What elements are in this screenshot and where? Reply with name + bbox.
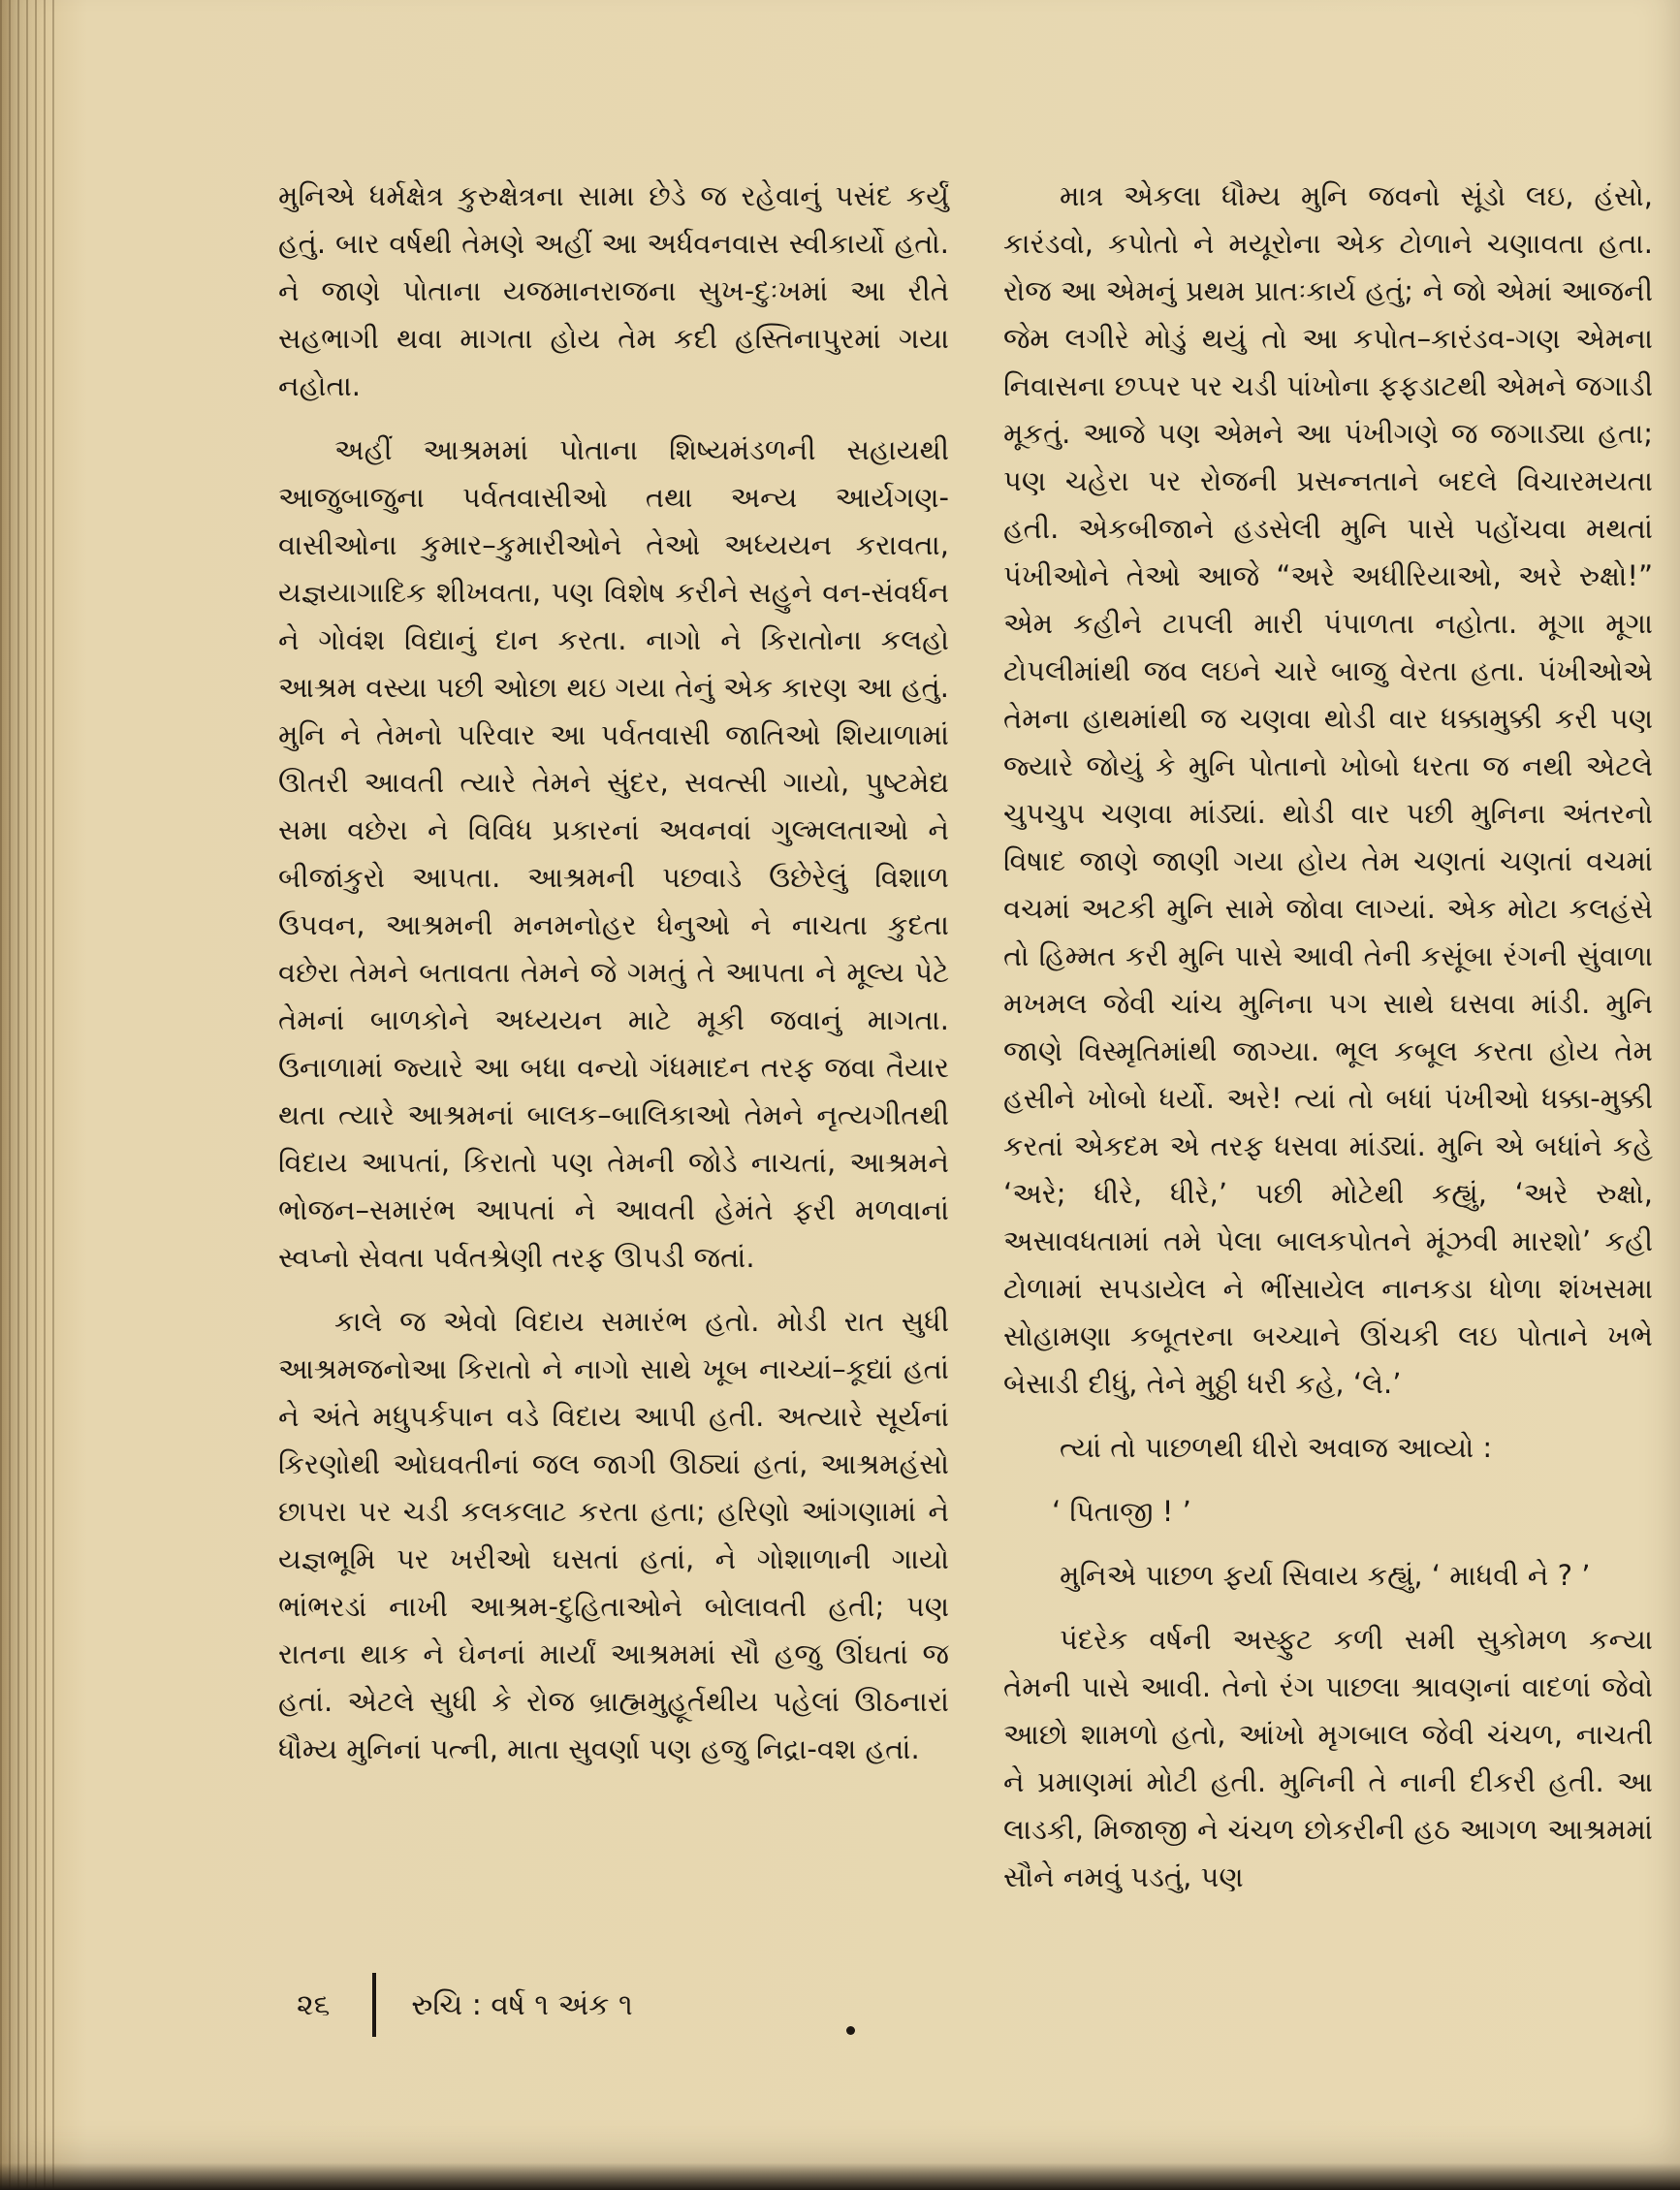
right-paragraph-4: મુનિએ પાછળ ફર્યા સિવાય કહ્યું, ‘ માધવી ને ? ’	[1060, 1559, 1591, 1592]
right-paragraph-5: પંદરેક વર્ષની અસ્ફુટ કળી સમી સુકોમળ કન્યા તેમની પાસે આવી. તેનો રંગ પાછલા શ્રાવણનાં વાદળાં જેવો આછો શામળો હતો, આંખો મૃગબાલ જેવી ચંચળ, નાચતી ને પ્રમાણમાં મોટી હતી. મુનિની તે નાની દીકરી હતી. આ લાડકી, મિજાજી ને ચંચળ છોકરીની હઠ આગળ આશ્રમમાં સૌને નમવું પડતું, પણ	[1003, 1623, 1653, 1893]
print-dot	[846, 2026, 855, 2035]
right-paragraph-2: ત્યાં તો પાછળથી ધીરો અવાજ આવ્યો :	[1060, 1431, 1493, 1464]
left-paragraph-2: અહીં આશ્રમમાં પોતાના શિષ્યમંડળની સહાયથી આજુબાજુના પર્વતવાસીઓ તથા અન્ય આર્યગણ-વાસીઓના કુમાર–કુમારીઓને તેઓ અધ્યયન કરાવતા, યજ્ઞયાગાદિક શીખવતા, પણ વિશેષ કરીને સહુને વન-સંવર્ધન ને ગોવંશ વિદ્યાનું દાન કરતા. નાગો ને કિરાતોના કલહો આશ્રમ વસ્યા પછી ઓછા થઇ ગયા તેનું એક કારણ આ હતું. મુનિ ને તેમનો પરિવાર આ પર્વતવાસી જાતિઓ શિયાળામાં ઊતરી આવતી ત્યારે તેમને સુંદર, સવત્સી ગાયો, પુષ્ટમેદ્ય સમા વછેરા ને વિવિધ પ્રકારનાં અવનવાં ગુલ્મલતાઓ ને બીજાંકુરો આપતા. આશ્રમની પછવાડે ઉછેરેલું વિશાળ ઉપવન, આશ્રમની મનમનોહર ધેનુઓ ને નાચતા કુદતા વછેરા તેમને બતાવતા તેમને જે ગમતું તે આપતા ને મૂલ્ય પેટે તેમનાં બાળકોને અધ્યયન માટે મૂકી જવાનું માગતા. ઉનાળામાં જ્યારે આ બધા વન્યો ગંધમાદન તરફ જવા તૈયાર થતા ત્યારે આશ્રમનાં બાલક–બાલિકાઓ તેમને નૃત્યગીતથી વિદાય આપતાં, કિરાતો પણ તેમની જોડે નાચતાં, આશ્રમને ભોજન–સમારંભ આપતાં ને આવતી હેમંતે ફરી મળવાનાં સ્વપ્નો સેવતા પર્વતશ્રેણી તરફ ઊપડી જતાં.	[278, 433, 949, 1274]
page-bottom-shadow	[0, 2163, 1680, 2190]
right-paragraph-1: માત્ર એકલા ધૌમ્ય મુનિ જવનો સૂંડો લઇ, હંસો, કારંડવો, કપોતો ને મયૂરોના એક ટોળાને ચણાવતા હતા. રોજ આ એમનું પ્રથમ પ્રાતઃકાર્ય હતું; ને જો એમાં આજની જેમ લગીરે મોડું થયું તો આ કપોત–કારંડવ-ગણ એમના નિવાસના છપ્પર પર ચડી પાંખોના ફફડાટથી એમને જગાડી મૂકતું. આજે પણ એમને આ પંખીગણે જ જગાડ્યા હતા; પણ ચહેરા પર રોજની પ્રસન્નતાને બદલે વિચારમયતા હતી. એકબીજાને હડસેલી મુનિ પાસે પહોંચવા મથતાં પંખીઓને તેઓ આજે “અરે અધીરિયાઓ, અરે રુક્ષો!” એમ કહીને ટાપલી મારી પંપાળતા નહોતા. મૂગા મૂગા ટોપલીમાંથી જવ લઇને ચારે બાજુ વેરતા હતા. પંખીઓએ તેમના હાથમાંથી જ ચણવા થોડી વાર ધક્કામુક્કી કરી પણ જ્યારે જોયું કે મુનિ પોતાનો ખોબો ધરતા જ નથી એટલે ચુપચુપ ચણવા માંડ્યાં. થોડી વાર પછી મુનિના અંતરનો વિષાદ જાણે જાણી ગયા હોય તેમ ચણતાં ચણતાં વચમાં વચમાં અટકી મુનિ સામે જોવા લાગ્યાં. એક મોટા કલહંસે તો હિમ્મત કરી મુનિ પાસે આવી તેની કસૂંબા રંગની સુંવાળા મખમલ જેવી ચાંચ મુનિના પગ સાથે ઘસવા માંડી. મુનિ જાણે વિસ્મૃતિમાંથી જાગ્યા. ભૂલ કબૂલ કરતા હોય તેમ હસીને ખોબો ધર્યો. અરે! ત્યાં તો બધાં પંખીઓ ધક્કા-મુક્કી કરતાં એકદમ એ તરફ ધસવા માંડ્યાં. મુનિ એ બધાંને કહે ‘અરે; ધીરે, ધીરે,’ પછી મોટેથી કહ્યું, ‘અરે રુક્ષો, અસાવધતામાં તમે પેલા બાલકપોતને મૂંઝવી મારશો’ કહી ટોળામાં સપડાયેલ ને ભીંસાયેલ નાનકડા ધોળા શંખસમા સોહામણા કબૂતરના બચ્ચાને ઊંચકી લઇ પોતાને ખભે બેસાડી દીધું, તેને મુઠ્ઠી ધરી કહે, ‘લે.’	[1003, 179, 1653, 1400]
left-paragraph-1: મુનિએ ધર્મક્ષેત્ર કુરુક્ષેત્રના સામા છેડે જ રહેવાનું પસંદ કર્યું હતું. બાર વર્ષથી તેમણે અહીં આ અર્ધવનવાસ સ્વીકાર્યો હતો. ને જાણે પોતાના યજમાનરાજના સુખ-દુઃખમાં આ રીતે સહભાગી થવા માગતા હોય તેમ કદી હસ્તિનાપુરમાં ગયા નહોતા.	[278, 179, 949, 402]
right-paragraph-3: ‘ પિતાજી ! ’	[1052, 1495, 1191, 1528]
page-footer	[297, 1973, 633, 2037]
footer-divider	[372, 1973, 376, 2037]
left-column	[278, 173, 949, 1790]
left-paragraph-3: કાલે જ એવો વિદાય સમારંભ હતો. મોડી રાત સુધી આશ્રમજનોઆ કિરાતો ને નાગો સાથે ખૂબ નાચ્યાં–કૂદ્યાં હતાં ને અંતે મધુપર્કપાન વડે વિદાય આપી હતી. અત્યારે સૂર્યનાં કિરણોથી ઓઘવતીનાં જલ જાગી ઊઠ્યાં હતાં, આશ્રમહંસો છાપરા પર ચડી કલકલાટ કરતા હતા; હરિણો આંગણામાં ને યજ્ઞભૂમિ પર ખરીઓ ઘસતાં હતાં, ને ગોશાળાની ગાયો ભાંભરડાં નાખી આશ્રમ-દુહિતાઓને બોલાવતી હતી; પણ રાતના થાક ને ઘેનનાં માર્યાં આશ્રમમાં સૌ હજુ ઊંઘતાં જ હતાં. એટલે સુધી કે રોજ બ્રાહ્મમુહૂર્તથીય પહેલાં ઊઠનારાં ધૌમ્ય મુનિનાં પત્ની, માતા સુવર્ણા પણ હજુ નિદ્રા-વશ હતાં.	[278, 1305, 949, 1765]
right-column	[1003, 173, 1653, 1918]
journal-issue: રુચિ : વર્ષ ૧ અંક ૧	[411, 1987, 633, 2022]
page-number: ૨૬	[297, 1987, 331, 2022]
